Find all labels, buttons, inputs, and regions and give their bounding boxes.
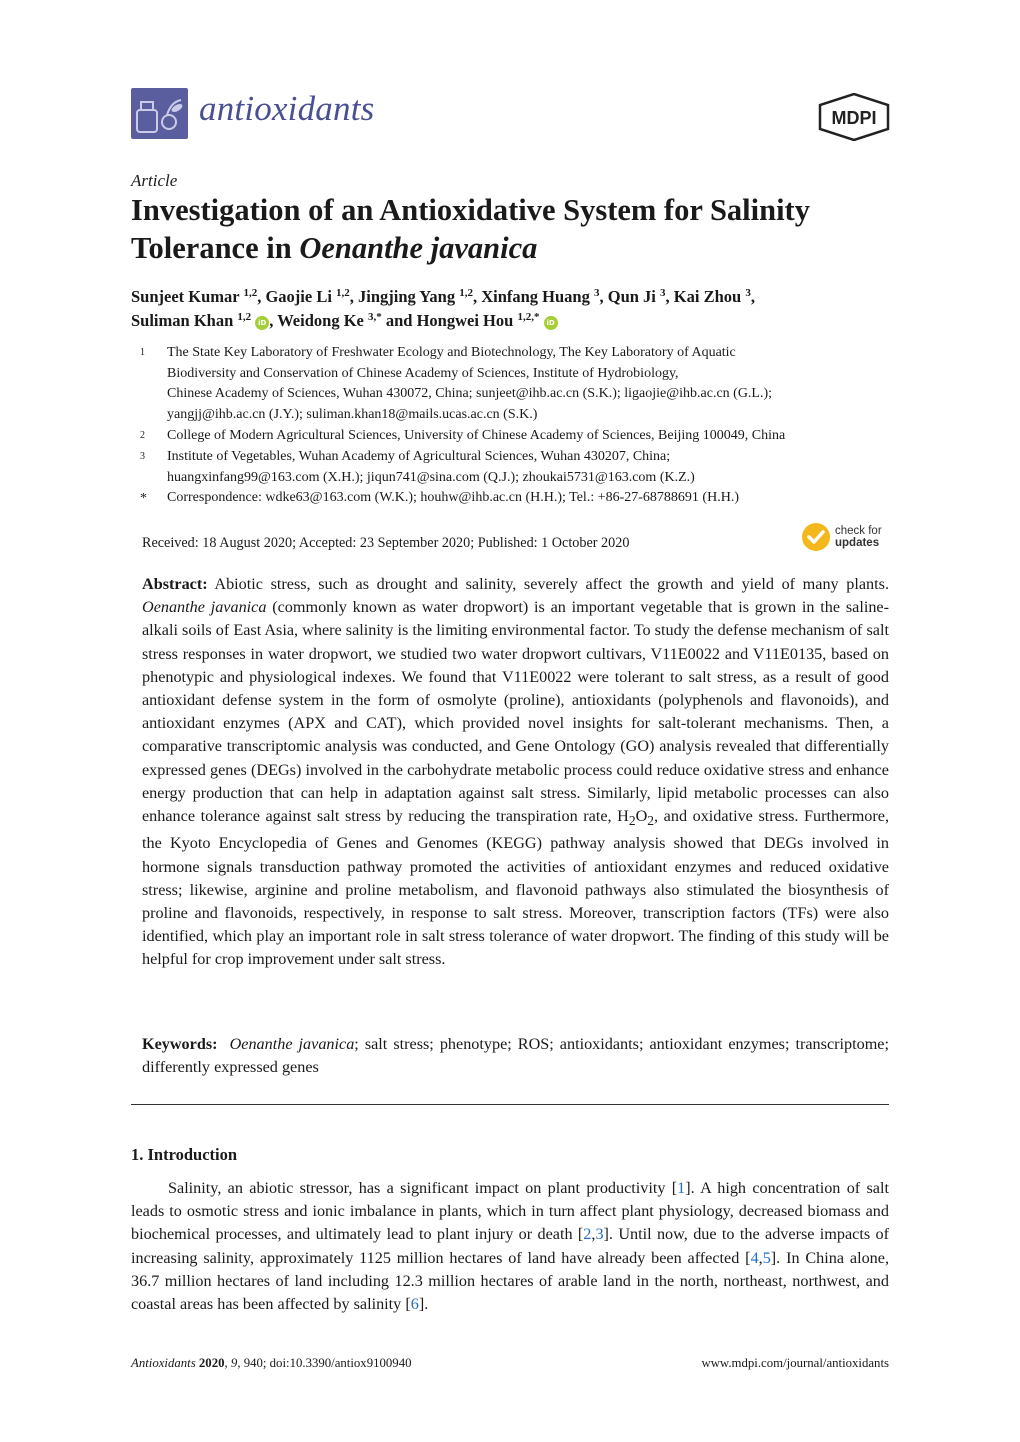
author-affiliation-sup: 1,2	[243, 287, 258, 299]
footer-year: 2020	[198, 1356, 225, 1370]
author-affiliation-sup: 1,2	[336, 287, 350, 299]
author-list	[131, 285, 891, 333]
citation-link[interactable]: 4	[750, 1248, 759, 1267]
mdpi-logo-text: MDPI	[831, 108, 877, 128]
correspondence-line: Correspondence: wdke63@163.com (W.K.); houhw@ihb.ac.cn (H.H.); Tel.: +86-27-68788691 (H.H.)	[167, 490, 739, 505]
author-affiliation-sup: 1,2	[459, 287, 473, 299]
affiliation-2	[140, 426, 900, 447]
author-name: , Weidong Ke	[269, 311, 364, 330]
correspondence	[140, 488, 900, 509]
author-affiliation-sup: 3	[594, 287, 600, 299]
check-badge-line1: check for	[835, 525, 882, 537]
citation-link[interactable]: 1	[677, 1179, 686, 1197]
mdpi-logo-icon	[818, 93, 890, 146]
section-heading: 1. Introduction	[131, 1145, 238, 1164]
introduction-paragraph: Salinity, an abiotic stressor, has a significant impact on plant productivity [1]. A high concentration of salt leads to osmotic stress and ionic imbalance in plants, which in turn affect plant physiology, decreased biomass and biochemical processes, and ultimately lead to plant injury or death [2,3]. Until now, due to the adverse impacts of increasing salinity, approximately 1125 million hectares of land have already been affected [4,5]. In China alone, 36.7 million hectares of land including 12.3 million hectares of arable land in the north, northeast, northwest, and coastal areas has been affected by salinity [6].	[131, 1179, 889, 1314]
affiliation-line: yangjj@ihb.ac.cn (J.Y.); suliman.khan18@mails.ucas.ac.cn (S.K.)	[167, 406, 538, 422]
keyword-list: ; salt stress; phenotype; ROS; antioxidants; antioxidant enzymes; transcriptome; differently expressed genes	[142, 1035, 889, 1077]
affiliation-3	[140, 447, 900, 488]
affiliation-1	[140, 343, 900, 425]
author-affiliation-sup: 3	[745, 287, 751, 299]
abstract-species: Oenanthe javanica	[142, 598, 267, 617]
affiliation-line: Chinese Academy of Sciences, Wuhan 430072, China; sunjeet@ihb.ac.cn (S.K.); ligaojie@ihb.ac.cn (G.L.);	[167, 386, 773, 402]
author-name: Gaojie Li	[265, 287, 337, 306]
footer-journal: Antioxidants	[131, 1356, 196, 1370]
author-separator: ,	[349, 287, 359, 306]
citation-link[interactable]: 3	[595, 1225, 604, 1244]
abstract: Abstract: Abiotic stress, such as drought and salinity, severely affect the growth and yield of many plants. Oenanthe javanica (commonly known as water dropwort) is an important vegetable that is grown in the saline-alkali soils of East Asia, where salinity is the limiting environmental factor. To study the defense mechanism of salt stress responses in water dropwort, we studied two water dropwort cultivars, V11E0022 and V11E0135, based on phenotypic and physiological indexes. We found that V11E0022 were tolerant to salt stress, as a result of good antioxidant defense system in the form of osmolyte (proline), antioxidants (polyphenols and flavonoids), and antioxidant enzymes (APX and CAT), which provided novel insights for salt-tolerant mechanisms. Then, a comparative transcriptomic analysis was conducted, and Gene Ontology (GO) analysis revealed that differentially expressed genes (DEGs) involved in the carbohydrate metabolic process could reduce oxidative stress and enhance energy production that can help in adaptation against salt stress. Similarly, lipid metabolic processes can also enhance tolerance against salt stress by reducing the transpiration rate, $H_2O_2$, and oxidative stress. Furthermore, the Kyoto Encyclopedia of Genes and Genomes (KEGG) pathway analysis showed that DEGs involved in hormone signals transduction pathway promoted the activities of antioxidant enzymes and reduced oxidative stress; likewise, arginine and proline metabolism, and flavonoid pathways also stimulated the biosynthesis of proline and flavonoids, respectively, in response to salt stress. Moreover, transcription factors (TFs) were also identified, which play an important role in salt stress tolerance of water dropwort. The finding of this study will be helpful for crop improvement under salt stress.	[142, 575, 889, 969]
citation-link[interactable]: 2	[583, 1225, 592, 1244]
author-name: Jingjing Yang	[358, 287, 460, 306]
author-separator: ,	[599, 287, 608, 306]
author-name: and Hongwei Hou	[381, 311, 514, 330]
footer-doi: , 940; doi:10.3390/antiox9100940	[237, 1356, 412, 1370]
affiliation-number: 3	[140, 451, 145, 462]
author-affiliation-sup: 1,2	[237, 311, 252, 323]
keywords	[142, 1033, 889, 1079]
publication-dates: Received: 18 August 2020; Accepted: 23 September 2020; Published: 1 October 2020	[142, 535, 630, 551]
author-affiliation-sup: 3	[660, 287, 666, 299]
citation-link[interactable]: 6	[410, 1295, 419, 1314]
affiliation-number: 1	[140, 347, 145, 358]
author-affiliation-sup: 1,2,*	[517, 311, 540, 323]
author-name: Qun Ji	[607, 287, 661, 306]
affiliation-line: The State Key Laboratory of Freshwater Ecology and Biotechnology, The Key Laboratory of Aquatic	[167, 345, 736, 360]
affiliation-line: huangxinfang99@163.com (X.H.); jiqun741@sina.com (Q.J.); zhoukai5731@163.com (K.Z.)	[167, 469, 695, 485]
journal-logo-icon	[131, 88, 188, 139]
keyword-species: Oenanthe javanica	[229, 1035, 355, 1053]
author-separator: ,	[750, 287, 755, 306]
title-text: Investigation of an Antioxidative System for Salinity Tolerance in	[131, 193, 810, 265]
author-line-1	[131, 285, 891, 309]
title-species: Oenanthe javanica	[299, 231, 538, 265]
orcid-icon[interactable]: iD	[544, 316, 558, 330]
citation-footer: Antioxidants 2020, 9, 940; doi:10.3390/antiox9100940	[131, 1356, 412, 1370]
author-separator: ,	[665, 287, 674, 306]
abstract-label: Abstract:	[142, 575, 208, 593]
affiliation-line: College of Modern Agricultural Sciences, University of Chinese Academy of Sciences, Beijing 100049, China	[167, 428, 786, 443]
keywords-label: Keywords:	[142, 1035, 218, 1053]
paper-title	[131, 191, 891, 267]
affiliation-number: 2	[140, 430, 145, 441]
author-affiliation-sup: 3,*	[367, 311, 382, 323]
author-name: Xinfang Huang	[481, 287, 594, 306]
affiliation-line: Biodiversity and Conservation of Chinese Academy of Sciences, Institute of Hydrobiology,	[167, 365, 679, 381]
author-separator: ,	[472, 287, 482, 306]
author-name: Kai Zhou	[673, 287, 746, 306]
check-badge-line2: updates	[835, 537, 880, 549]
article-type: Article	[131, 171, 178, 190]
footer-volume: 9	[230, 1356, 238, 1370]
check-for-updates-badge[interactable]	[801, 521, 893, 558]
author-separator: ,	[257, 287, 266, 306]
author-line-2	[131, 309, 891, 333]
orcid-icon[interactable]: iD	[255, 316, 269, 330]
journal-url[interactable]: www.mdpi.com/journal/antioxidants	[701, 1356, 889, 1370]
correspondence-marker: *	[140, 491, 147, 506]
journal-name: antioxidants	[199, 89, 375, 128]
affiliation-line: Institute of Vegetables, Wuhan Academy of Agricultural Sciences, Wuhan 430207, China;	[167, 449, 671, 464]
citation-link[interactable]: 5	[762, 1248, 771, 1267]
section-divider	[131, 1104, 889, 1105]
author-name: Suliman Khan	[131, 311, 234, 330]
author-name: Sunjeet Kumar	[131, 287, 244, 306]
